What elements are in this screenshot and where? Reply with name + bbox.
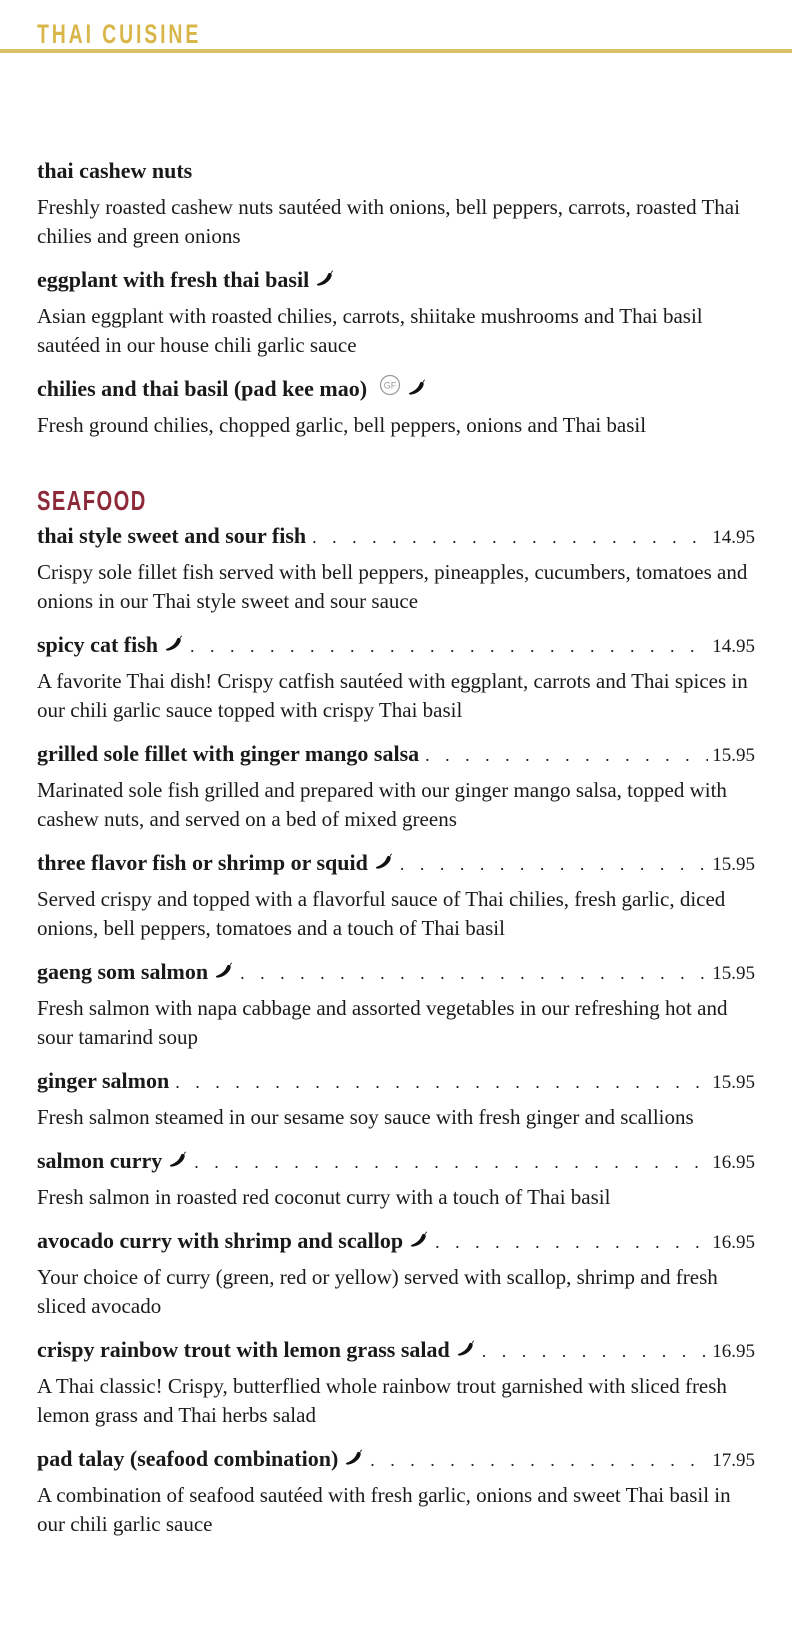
dot-leader [425,740,708,770]
item-description: A Thai classic! Crispy, butterflied whole rainbow trout garnished with sliced fresh lemon grass and Thai herbs salad [37,1374,727,1427]
dot-leader [190,631,708,661]
item-description: Fresh salmon with napa cabbage and assorted vegetables in our refreshing hot and sour tamarind soup [37,996,728,1049]
gluten-free-label: GF [383,380,397,391]
menu-item [37,156,755,251]
chili-pepper-icon [214,961,234,979]
dot-leader [435,1227,708,1257]
item-name: three flavor fish or shrimp or squid [37,850,368,875]
menu-item [37,848,755,943]
chili-pepper-icon [409,1230,429,1248]
page-header [0,0,792,52]
chili-pepper-icon [164,634,184,652]
page-title: THAI CUISINE [37,19,202,49]
item-name: eggplant with fresh thai basil [37,267,310,292]
item-description: Your choice of curry (green, red or yellow) served with scallop, shrimp and fresh sliced avocado [37,1265,718,1318]
item-name: salmon curry [37,1148,163,1173]
item-price: 15.95 [712,1072,755,1093]
item-price: 16.95 [712,1341,755,1362]
item-name: gaeng som salmon [37,959,209,984]
dot-leader [370,1445,708,1475]
item-price: 15.95 [712,745,755,766]
dot-leader [240,958,708,988]
item-name: pad talay (seafood combination) [37,1446,339,1471]
item-name: spicy cat fish [37,632,158,657]
item-name: thai cashew nuts [37,158,193,183]
chili-pepper-icon [168,1150,188,1168]
item-description: A favorite Thai dish! Crispy catfish sautéed with eggplant, carrots and Thai spices in our chili garlic sauce topped with crispy Thai basil [37,669,748,722]
item-price: 15.95 [712,963,755,984]
item-price: 15.95 [712,854,755,875]
item-description: Marinated sole fish grilled and prepared with our ginger mango salsa, topped with cashew nuts, and served on a bed of mixed greens [37,778,727,831]
menu-item [37,1066,755,1132]
menu-item [37,630,755,725]
menu-item [37,739,755,834]
item-description: Crispy sole fillet fish served with bell peppers, pineapples, cucumbers, tomatoes and onions in our Thai style sweet and sour sauce [37,560,748,613]
item-description: Served crispy and topped with a flavorful sauce of Thai chilies, fresh garlic, diced onions, bell peppers, tomatoes and a touch of Thai basil [37,887,726,940]
menu-item [37,957,755,1052]
chili-pepper-icon [315,269,335,287]
item-description: Asian eggplant with roasted chilies, carrots, shiitake mushrooms and Thai basil sautéed in our house chili garlic sauce [37,304,703,357]
item-name: crispy rainbow trout with lemon grass salad [37,1337,450,1362]
item-description: Fresh salmon in roasted red coconut curry with a touch of Thai basil [37,1185,611,1209]
item-name: chilies and thai basil (pad kee mao) [37,376,368,401]
item-price: 17.95 [712,1450,755,1471]
chili-pepper-icon [407,378,427,396]
item-name: grilled sole fillet with ginger mango salsa [37,741,420,766]
menu-item [37,521,755,616]
dot-leader [400,849,708,879]
item-name: avocado curry with shrimp and scallop [37,1228,404,1253]
item-price: 16.95 [712,1232,755,1253]
item-description: Freshly roasted cashew nuts sautéed with onions, bell peppers, carrots, roasted Thai chilies and green onions [37,195,740,248]
item-price: 16.95 [712,1152,755,1173]
dot-leader [175,1067,708,1097]
menu-item [37,1226,755,1321]
seafood-item-list [37,521,755,1539]
section-title: SEAFOOD [37,485,147,516]
header-divider [0,49,792,53]
dot-leader [482,1336,709,1366]
menu-item [37,1444,755,1539]
item-description: Fresh salmon steamed in our sesame soy sauce with fresh ginger and scallions [37,1105,694,1129]
menu-item [37,265,755,360]
chili-pepper-icon [374,852,394,870]
menu-item [37,374,755,440]
dot-leader [312,522,708,552]
item-name: ginger salmon [37,1068,170,1093]
item-description: Fresh ground chilies, chopped garlic, bell peppers, onions and Thai basil [37,413,647,437]
dot-leader [194,1147,708,1177]
item-name: thai style sweet and sour fish [37,523,307,548]
section-thai-specials [37,156,755,454]
menu-item [37,1146,755,1212]
item-price: 14.95 [712,636,755,657]
chili-pepper-icon [344,1448,364,1466]
chili-pepper-icon [456,1339,476,1357]
section-seafood [37,485,755,1553]
item-description: A combination of seafood sautéed with fresh garlic, onions and sweet Thai basil in our chili garlic sauce [37,1483,731,1536]
item-price: 14.95 [712,527,755,548]
menu-item [37,1335,755,1430]
gluten-free-icon [379,374,401,396]
